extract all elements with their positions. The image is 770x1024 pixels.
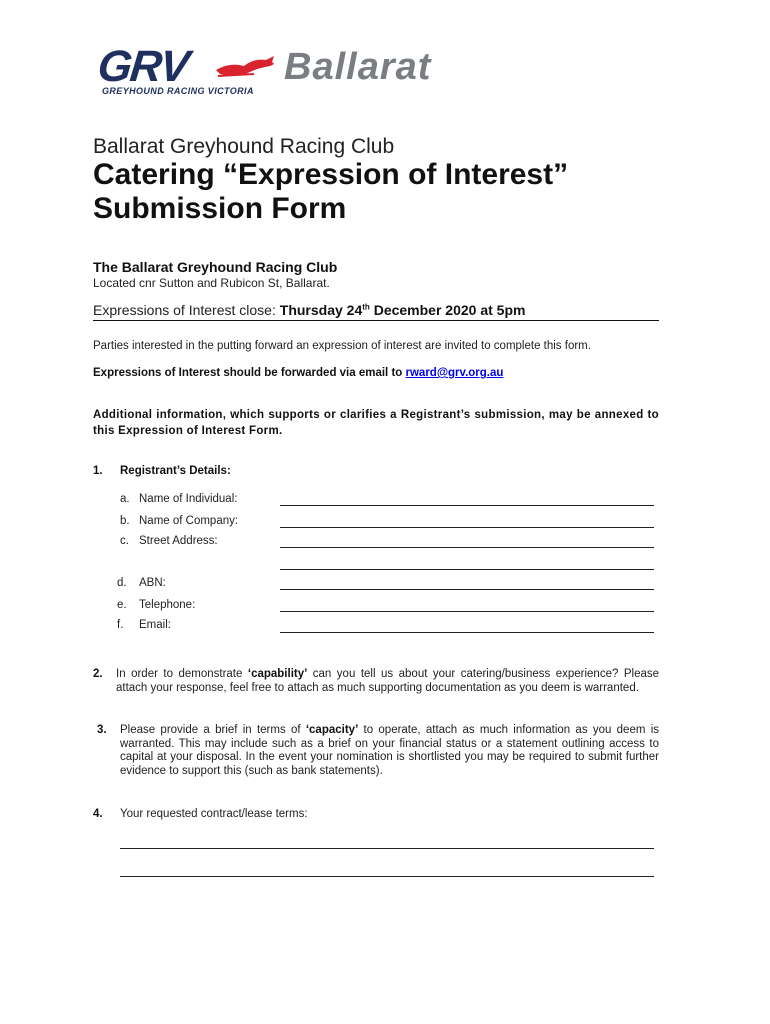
title-line-2: Submission Form (93, 192, 347, 225)
field-letter: d. (117, 577, 127, 589)
section-3-text: Please provide a brief in terms of ‘capacity’ to operate, attach as much information as you deem is warranted. This may include such as a brief on your financial status or a statement outlining access to capital at your disposal. In the event your nomination is shortlisted you may be required to submit further evidence to support this (such as bank statements). (120, 724, 660, 777)
field-label-abn: ABN: (139, 577, 166, 589)
grv-tagline: GREYHOUND RACING VICTORIA (102, 86, 254, 96)
closing-rest: December 2020 at 5pm (369, 302, 526, 318)
grv-logo-text: GRV (95, 42, 190, 91)
closing-day: Thursday 24 (279, 302, 363, 318)
email-input[interactable] (280, 632, 654, 633)
email-link[interactable]: rward@grv.org.au (405, 367, 504, 379)
closing-sup: th (362, 302, 370, 312)
forward-text (93, 367, 503, 379)
invite-text: Parties interested in the putting forward an expression of interest are invited to complete this form. (93, 340, 591, 352)
grv-ballarat-logo (95, 42, 498, 100)
greyhound-icon (214, 52, 278, 82)
telephone-input[interactable] (280, 611, 654, 612)
field-letter: a. (120, 493, 130, 505)
section-3-number: 3. (97, 724, 107, 736)
closing-date (93, 302, 659, 321)
section-2-text: In order to demonstrate ‘capability’ can you tell us about your catering/business experience? Please attach your response, feel free to attach as much supporting documentation as you deem is warranted. (116, 668, 660, 694)
company-input[interactable] (280, 527, 654, 528)
address-input-line-1[interactable] (280, 547, 654, 548)
contract-terms-line-1[interactable] (120, 848, 654, 849)
section-4-title: Your requested contract/lease terms: (120, 808, 308, 820)
additional-info: Additional information, which supports or clarifies a Registrant’s submission, may be annexed to this Expression of Interest Form. (93, 409, 659, 437)
forward-label: Expressions of Interest should be forwarded via email to (93, 367, 406, 379)
field-label-email: Email: (139, 619, 171, 631)
field-label-telephone: Telephone: (139, 599, 196, 611)
field-label-name: Name of Individual: (139, 493, 238, 505)
field-label-address: Street Address: (139, 535, 218, 547)
section-2-number: 2. (93, 668, 103, 680)
field-letter: f. (117, 619, 124, 631)
field-letter: e. (117, 599, 127, 611)
club-name-bold: The Ballarat Greyhound Racing Club (93, 259, 338, 275)
contract-terms-line-2[interactable] (120, 876, 654, 877)
section-4-number: 4. (93, 808, 103, 820)
field-label-company: Name of Company: (139, 515, 239, 527)
abn-input[interactable] (280, 589, 654, 590)
title-line-1: Catering “Expression of Interest” (93, 158, 569, 191)
field-letter: b. (120, 515, 130, 527)
page-title (93, 158, 653, 226)
ballarat-logo-text: Ballarat (284, 46, 432, 88)
section-1-number: 1. (93, 465, 103, 477)
field-letter: c. (120, 535, 129, 547)
address-input-line-2[interactable] (280, 569, 654, 570)
club-heading: Ballarat Greyhound Racing Club (93, 135, 395, 158)
club-location: Located cnr Sutton and Rubicon St, Ballarat. (93, 276, 330, 290)
name-input[interactable] (280, 505, 654, 506)
section-1-title: Registrant’s Details: (120, 465, 231, 477)
closing-prefix: Expressions of Interest close: (93, 302, 280, 318)
